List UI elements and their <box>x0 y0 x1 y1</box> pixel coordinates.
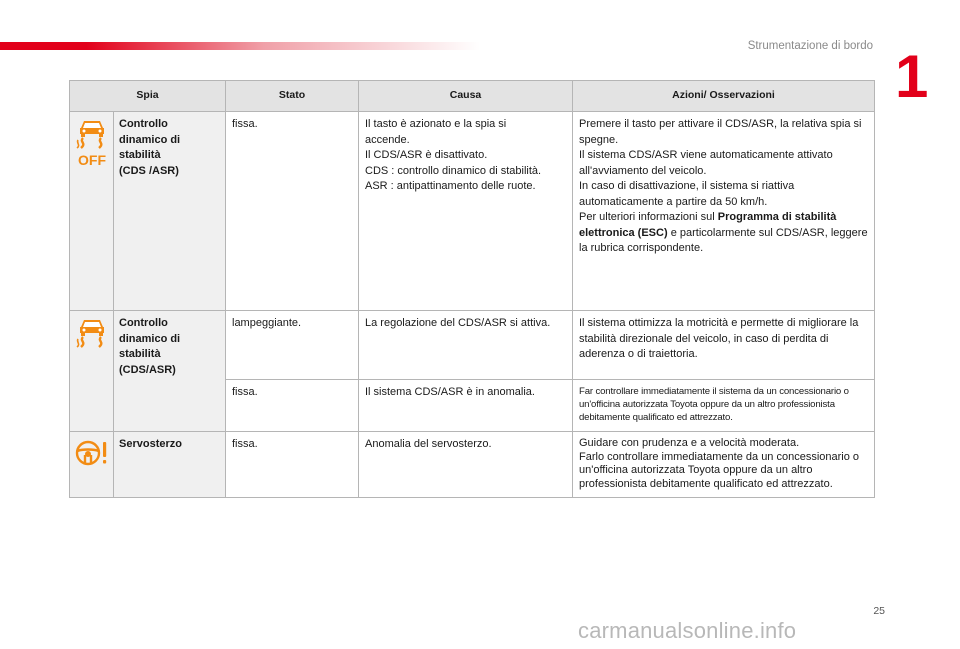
action-cell <box>573 432 875 498</box>
cause-line: Il tasto è azionato e la spia si <box>365 118 507 130</box>
page-number: 25 <box>873 605 885 617</box>
header-accent-bar <box>0 42 480 50</box>
cause-cell: La regolazione del CDS/ASR si attiva. <box>359 311 573 380</box>
section-title: Strumentazione di bordo <box>747 40 873 52</box>
action-text <box>579 210 868 257</box>
table-header-row <box>70 81 875 112</box>
action-cell: Il sistema ottimizza la motricità e permette di migliorare la stabilità direzionale del veicolo, in caso di perdita di aderenza o di traiettoria. <box>573 311 875 380</box>
table-row <box>70 432 875 498</box>
warning-name-line: (CDS/ASR) <box>119 363 176 376</box>
cause-line: ASR : antipattinamento delle ruote. <box>365 180 536 192</box>
action-cell: Far controllare immediatamente il sistema da un concessionario o un'officina autorizzata Toyota oppure da un altro professionista debitamente qualificato ed attrezzato. <box>573 380 875 432</box>
cause-line: accende. <box>365 133 410 146</box>
watermark-text: carmanualsonline.info <box>578 618 797 643</box>
column-header-causa: Causa <box>359 81 573 112</box>
cause-cell <box>359 112 573 311</box>
action-cell <box>573 112 875 311</box>
cause-cell: Il sistema CDS/ASR è in anomalia. <box>359 380 573 432</box>
action-text-part: e particolarmente sul CDS/ASR, leggere la rubrica corrispondente. <box>579 226 868 254</box>
esc-reference: Programma di stabilità elettronica (ESC) <box>579 211 837 239</box>
warning-name-line: dinamico di <box>119 133 181 146</box>
warning-name: Servosterzo <box>114 432 226 498</box>
action-text: Guidare con prudenza e a velocità moderata. <box>579 437 800 449</box>
table-row <box>70 311 875 380</box>
warning-name-line: Controllo <box>119 118 168 130</box>
chapter-number: 1 <box>895 43 929 110</box>
warning-name-line: (CDS /ASR) <box>119 164 179 177</box>
stability-control-icon <box>70 317 113 351</box>
action-text: In caso di disattivazione, il sistema si riattiva automaticamente a partire da 50 km/h. <box>579 180 795 208</box>
column-header-azioni: Azioni/ Osservazioni <box>573 81 875 112</box>
svg-text:OFF: OFF <box>77 152 106 168</box>
action-text: Il sistema CDS/ASR viene automaticamente attivato all'avviamento del veicolo. <box>579 149 833 177</box>
stability-control-off-icon <box>70 118 113 168</box>
column-header-spia: Spia <box>70 81 226 112</box>
column-header-stato: Stato <box>226 81 359 112</box>
warning-name-line: stabilità <box>119 149 161 161</box>
power-steering-warning-icon <box>70 438 113 468</box>
state-cell: lampeggiante. <box>226 311 359 380</box>
action-text: Premere il tasto per attivare il CDS/ASR, la relativa spia si spegne. <box>579 118 862 146</box>
warning-name-line: Controllo <box>119 317 168 329</box>
warning-name-line: stabilità <box>119 348 161 360</box>
state-cell: fissa. <box>226 380 359 432</box>
state-cell: fissa. <box>226 112 359 311</box>
table-row <box>70 112 875 311</box>
action-text-part: Per ulteriori informazioni sul <box>579 211 718 223</box>
cause-line: CDS : controllo dinamico di stabilità. <box>365 164 542 177</box>
warning-lights-table <box>69 80 875 498</box>
warning-name-line: dinamico di <box>119 332 181 345</box>
action-text: Farlo controllare immediatamente da un concessionario o un'officina autorizzata Toyota oppure da un altro professionista debitamente qualificato ed attrezzato. <box>579 450 860 490</box>
cause-cell: Anomalia del servosterzo. <box>359 432 573 498</box>
cause-line: Il CDS/ASR è disattivato. <box>365 149 488 161</box>
state-cell: fissa. <box>226 432 359 498</box>
